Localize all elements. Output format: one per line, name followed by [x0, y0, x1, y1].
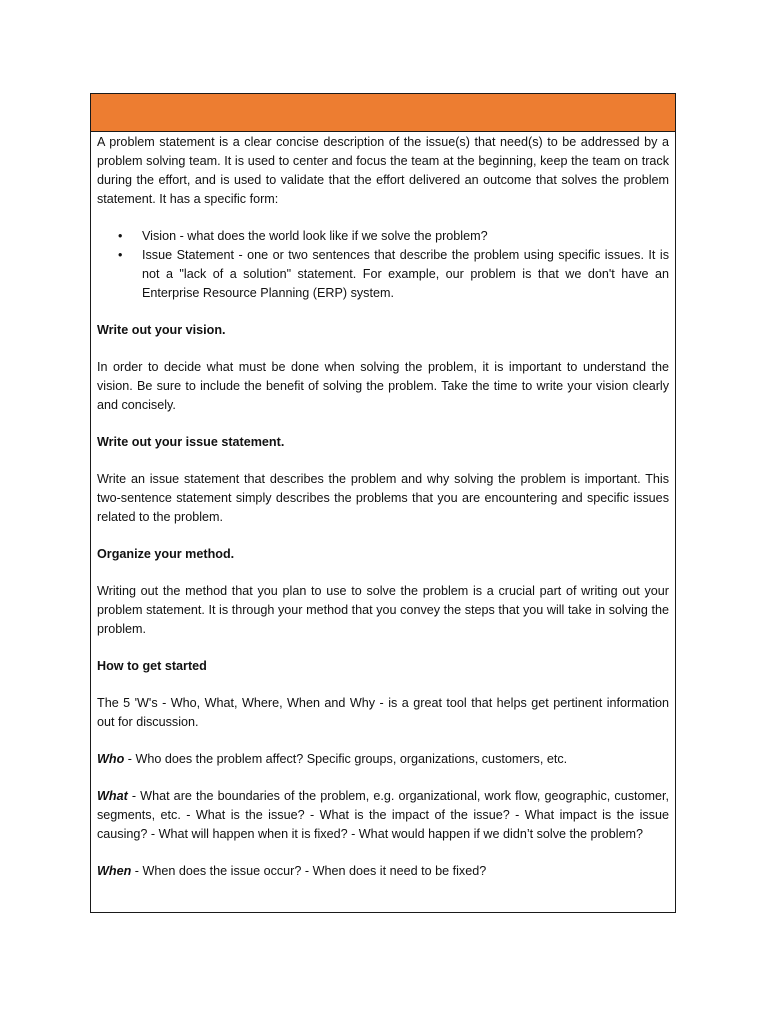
heading-method: Organize your method. [97, 547, 235, 561]
text-when: - When does the issue occur? - When does it need to be fixed? [131, 864, 487, 878]
term-when: When [97, 864, 132, 878]
bullet-item-issue-statement [118, 246, 669, 303]
heading-issue-statement: Write out your issue statement. [97, 435, 285, 449]
paragraph-vision: In order to decide what must be done when solving the problem, it is important to understand the vision. Be sure to include the benefit of solving the problem. Take the time to write your vision clearly and concisely. [97, 360, 669, 412]
intro-paragraph: A problem statement is a clear concise description of the issue(s) that need(s) to be addressed by a problem solving team. It is used to center and focus the team at the beginning, keep the team on track during the effort, and is used to validate that the effort delivered an outcome that solves the problem statement. It has a specific form: [97, 135, 669, 206]
bullet-dot: • [118, 248, 123, 262]
bullet-dot: • [118, 229, 123, 243]
document-content [91, 132, 675, 881]
paragraph-issue-statement: Write an issue statement that describes the problem and why solving the problem is important. This two-sentence statement simply describes the problems that you are encountering and specific issues related to the problem. [97, 472, 669, 524]
paragraph-get-started: The 5 'W's - Who, What, Where, When and Why - is a great tool that helps get pertinent information out for discussion. [97, 696, 669, 729]
term-who: Who [97, 752, 125, 766]
bullet-item-vision [118, 227, 669, 246]
bullet-text: Vision - what does the world look like if we solve the problem? [142, 229, 488, 243]
paragraph-what [97, 787, 669, 844]
text-who: - Who does the problem affect? Specific groups, organizations, customers, etc. [124, 752, 568, 766]
paragraph-method: Writing out the method that you plan to use to solve the problem is a crucial part of writing out your problem statement. It is through your method that you convey the steps that you will take in solving the problem. [97, 584, 669, 636]
paragraph-who [97, 750, 669, 769]
term-what: What [97, 789, 128, 803]
heading-get-started: How to get started [97, 659, 207, 673]
bullet-text: Issue Statement - one or two sentences that describe the problem using specific issues. It is not a "lack of a solution" statement. For example, our problem is that we don't have an Enterprise Resource Planning (ERP) system. [142, 248, 669, 300]
paragraph-when [97, 862, 669, 881]
orange-header-bar [91, 94, 675, 132]
bullet-list [97, 227, 669, 303]
heading-vision: Write out your vision. [97, 323, 226, 337]
document-box [90, 93, 676, 913]
text-what: - What are the boundaries of the problem, e.g. organizational, work flow, geographic, customer, segments, etc. - What is the issue? - What is the impact of the issue? - What impact is the issue causing? - What will happen when it is fixed? - What would happen if we didn’t solve the problem? [97, 789, 669, 841]
